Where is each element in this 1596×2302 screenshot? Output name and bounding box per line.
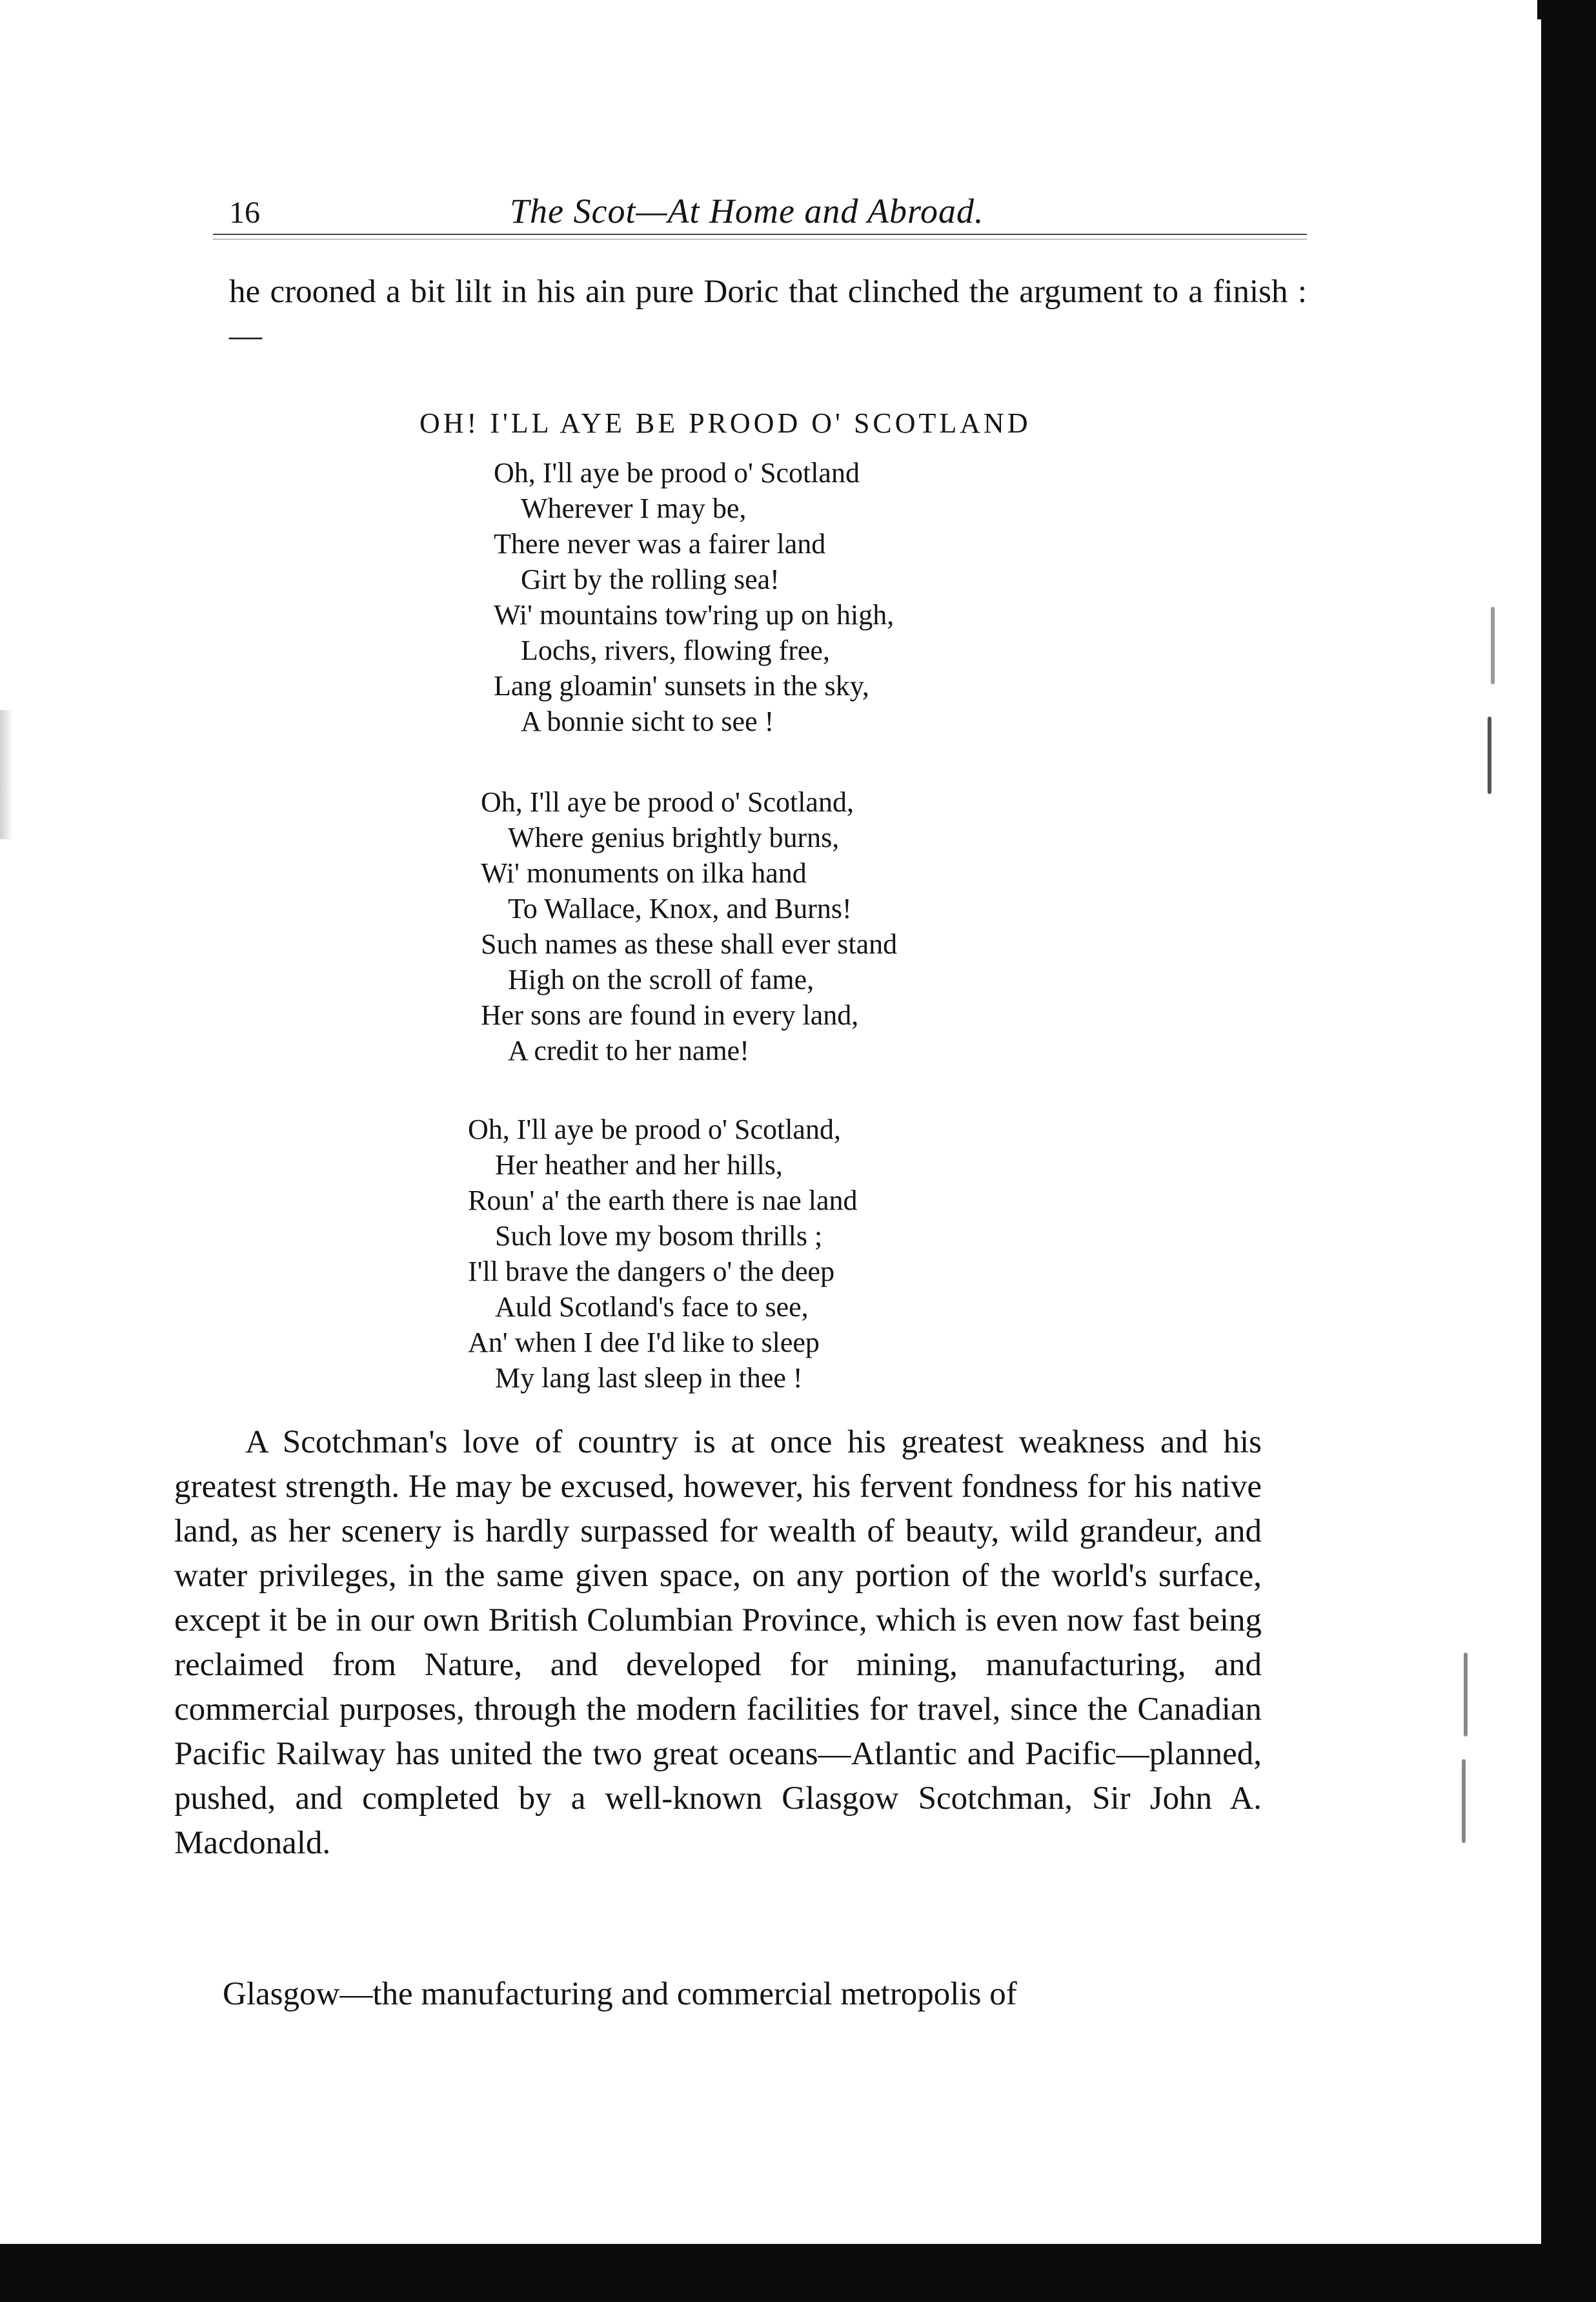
poem-line: Roun' a' the earth there is nae land: [468, 1185, 858, 1216]
poem-line: Oh, I'll aye be prood o' Scotland,: [468, 1114, 841, 1145]
poem-line: Auld Scotland's face to see,: [495, 1291, 809, 1323]
poem-line: A bonnie sicht to see !: [521, 706, 774, 737]
poem-stanza: [468, 1112, 858, 1396]
poem-stanza: [481, 784, 897, 1068]
poem-line: To Wallace, Knox, and Burns!: [508, 893, 852, 924]
margin-mark: [1462, 1759, 1466, 1843]
poem-line: Wi' monuments on ilka hand: [481, 857, 807, 889]
poem-line: A credit to her name!: [508, 1035, 749, 1066]
header-rule: [213, 234, 1307, 235]
scan-edge-right: [1541, 0, 1596, 2302]
running-title: The Scot—At Home and Abroad.: [510, 192, 984, 230]
running-header: [229, 188, 1307, 240]
poem-line: Girt by the rolling sea!: [521, 564, 780, 595]
poem-line: Where genius brightly burns,: [508, 822, 840, 853]
poem-line: Oh, I'll aye be prood o' Scotland: [494, 457, 860, 489]
margin-mark: [1464, 1653, 1468, 1737]
margin-mark: [1488, 717, 1491, 794]
poem-line: Lochs, rivers, flowing free,: [521, 635, 830, 666]
margin-mark: [1491, 607, 1495, 684]
page-fold-shadow: [0, 710, 13, 839]
poem-line: Such love my bosom thrills ;: [495, 1220, 823, 1252]
body-paragraph: Glasgow—the manufacturing and commercial metropolis of: [223, 1976, 1017, 2012]
intro-paragraph: he crooned a bit lilt in his ain pure Doric that clinched the argument to a finish :—: [229, 274, 1307, 354]
poem-line: My lang last sleep in thee !: [495, 1362, 803, 1394]
poem-line: Her heather and her hills,: [495, 1149, 783, 1181]
poem-stanza: [494, 455, 894, 739]
poem-line: There never was a fairer land: [494, 528, 826, 560]
body-paragraph: A Scotchman's love of country is at once his greatest weakness and his greatest strength. He may be excused, however, his fervent fondness for his native land, as her scenery is hardly surpassed for wealth of beauty, wild grandeur, and water privileges, in the same given space, on any portion of the world's surface, except it be in our own British Columbian Province, which is even now fast being reclaimed from Nature, and developed for mining, manufacturing, and commercial purposes, through the modern facilities for travel, since the Canadian Pacific Railway has united the two great oceans—Atlantic and Pacific—planned, pushed, and completed by a well-known Glasgow Scotchman, Sir John A. Macdonald.: [174, 1424, 1262, 1861]
poem-line: I'll brave the dangers o' the deep: [468, 1256, 835, 1287]
poem-line: Such names as these shall ever stand: [481, 928, 898, 960]
poem-line: An' when I dee I'd like to sleep: [468, 1327, 820, 1358]
scan-edge-bottom: [0, 2244, 1596, 2302]
poem-line: Lang gloamin' sunsets in the sky,: [494, 670, 869, 702]
scan-edge-notch: [1537, 0, 1541, 19]
poem-title: OH! I'LL AYE BE PROOD O' SCOTLAND: [419, 407, 1031, 439]
poem-line: Her sons are found in every land,: [481, 999, 859, 1031]
poem-line: Oh, I'll aye be prood o' Scotland,: [481, 786, 854, 818]
page-number: 16: [229, 196, 260, 230]
poem-line: Wherever I may be,: [521, 493, 747, 524]
poem-line: High on the scroll of fame,: [508, 964, 814, 995]
poem-line: Wi' mountains tow'ring up on high,: [494, 599, 894, 631]
